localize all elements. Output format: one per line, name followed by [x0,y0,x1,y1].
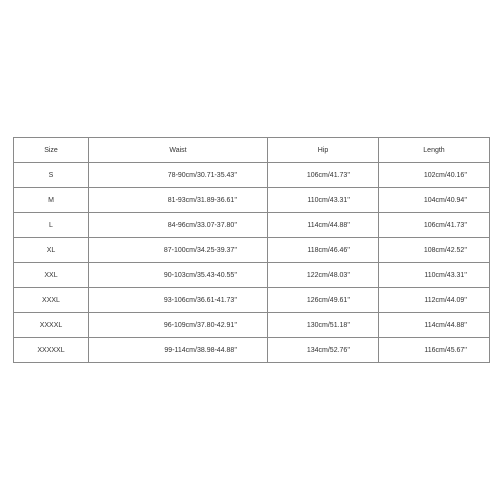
cell-hip: 118cm/46.46'' [268,238,379,263]
cell-size: S [14,163,89,188]
cell-length: 114cm/44.88'' [379,313,490,338]
table-row [14,288,490,313]
cell-waist: 90-103cm/35.43-40.55'' [89,263,268,288]
cell-waist: 96-109cm/37.80-42.91'' [89,313,268,338]
cell-size: XXL [14,263,89,288]
size-chart-table [13,137,490,363]
cell-length: 110cm/43.31'' [379,263,490,288]
cell-waist: 78-90cm/30.71-35.43'' [89,163,268,188]
cell-hip: 130cm/51.18'' [268,313,379,338]
cell-hip: 110cm/43.31'' [268,188,379,213]
cell-hip: 122cm/48.03'' [268,263,379,288]
header-waist: Waist [89,138,268,163]
header-size: Size [14,138,89,163]
table-row [14,238,490,263]
table-row [14,313,490,338]
cell-length: 102cm/40.16'' [379,163,490,188]
cell-size: M [14,188,89,213]
table-row [14,263,490,288]
cell-hip: 114cm/44.88'' [268,213,379,238]
cell-size: L [14,213,89,238]
cell-length: 112cm/44.09'' [379,288,490,313]
cell-waist: 99-114cm/38.98-44.88'' [89,338,268,363]
cell-hip: 126cm/49.61'' [268,288,379,313]
header-length: Length [379,138,490,163]
cell-length: 108cm/42.52'' [379,238,490,263]
cell-size: XXXXL [14,313,89,338]
table-row [14,213,490,238]
cell-size: XXXL [14,288,89,313]
cell-length: 104cm/40.94'' [379,188,490,213]
header-hip: Hip [268,138,379,163]
cell-hip: 134cm/52.76'' [268,338,379,363]
cell-waist: 81-93cm/31.89-36.61'' [89,188,268,213]
cell-size: XL [14,238,89,263]
cell-waist: 84-96cm/33.07-37.80'' [89,213,268,238]
cell-size: XXXXXL [14,338,89,363]
table-header-row [14,138,490,163]
cell-waist: 87-100cm/34.25-39.37'' [89,238,268,263]
cell-hip: 106cm/41.73'' [268,163,379,188]
table-row [14,163,490,188]
table-row [14,188,490,213]
cell-waist: 93-106cm/36.61-41.73'' [89,288,268,313]
table-row [14,338,490,363]
cell-length: 106cm/41.73'' [379,213,490,238]
cell-length: 116cm/45.67'' [379,338,490,363]
